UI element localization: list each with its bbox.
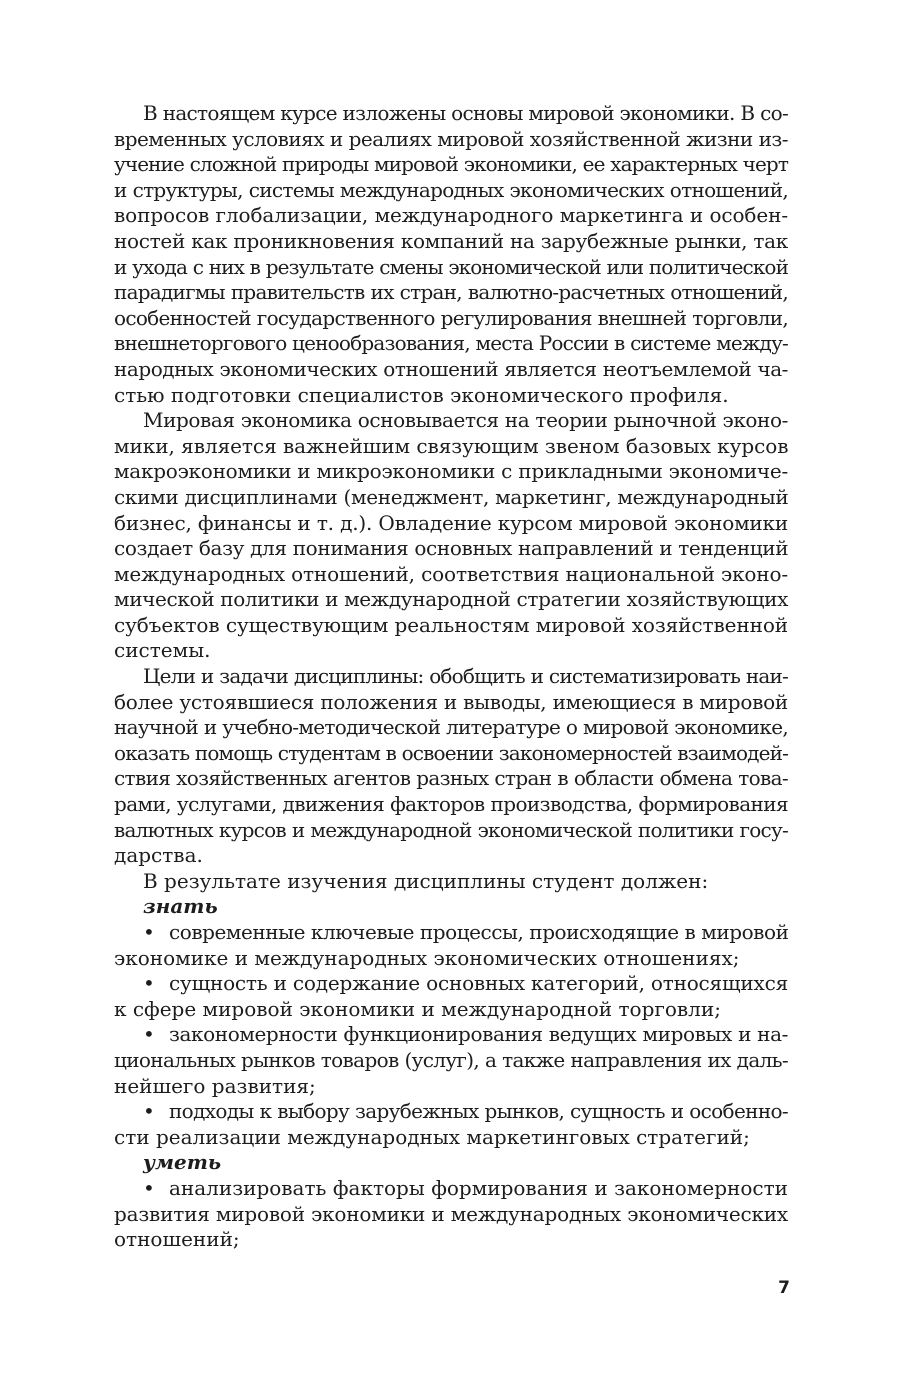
text-line: ствия хозяйственных агентов разных стран в области обмена това- (114, 766, 788, 791)
paragraph (114, 408, 788, 664)
text-line: В результате изучения дисциплины студент должен: (143, 868, 709, 893)
paragraph (114, 101, 788, 408)
text-line (114, 971, 788, 997)
text-line: научной и учебно-методической литературе о мировой экономике, (114, 715, 788, 740)
text-line: парадигмы правительств их стран, валютно-расчетных отношений, (114, 280, 788, 305)
text-line: мики, является важнейшим связующим звеном базовых курсов (114, 433, 789, 458)
bullet-item (114, 920, 788, 971)
page-body (114, 101, 788, 1253)
text-line: создает базу для понимания основных направлений и тенденций (114, 536, 789, 561)
text-line: и ухода с них в результате смены экономической или политической (114, 254, 788, 279)
text-line: бизнес, финансы и т. д.). Овладение курсом мировой экономики (114, 510, 788, 535)
text-line: стью подготовки специалистов экономического профиля. (114, 382, 729, 407)
page-number: 7 (778, 1278, 790, 1298)
text-line (114, 1099, 788, 1125)
text-line: Мировая экономика основывается на теории рыночной эконо- (143, 408, 788, 433)
text-line: рами, услугами, движения факторов производства, формирования (114, 792, 788, 817)
text-line: более устоявшиеся положения и выводы, имеющиеся в мировой (114, 689, 788, 714)
text-line: учение сложной природы мировой экономики, ее характерных черт (114, 152, 788, 177)
text-line: В настоящем курсе изложены основы мировой экономики. В со- (143, 101, 788, 125)
text-line: дарства. (114, 843, 203, 868)
text-line: международных отношений, соответствия национальной эконо- (114, 561, 788, 586)
bullet-text: современные ключевые процессы, происходящие в мировой (169, 920, 789, 944)
heading-text: уметь (143, 1150, 222, 1175)
text-line: экономике и международных экономических отношениях; (114, 945, 740, 970)
text-line (114, 1176, 788, 1202)
bullet-icon: • (143, 971, 155, 996)
bullet-icon: • (143, 1022, 155, 1047)
text-line: вопросов глобализации, международного маркетинга и особен- (114, 203, 788, 228)
bullet-icon: • (143, 920, 155, 944)
bullet-icon: • (143, 1175, 155, 1200)
bullet-item (114, 971, 788, 1022)
text-line: временных условиях и реалиях мировой хозяйственной жизни из- (114, 126, 788, 151)
paragraph (114, 664, 788, 869)
text-line: нейшего развития; (114, 1073, 316, 1098)
section-heading (114, 1150, 788, 1176)
text-line: особенностей государственного регулирования внешней торговли, (114, 305, 788, 330)
bullet-text: анализировать факторы формирования и закономерности (169, 1175, 788, 1200)
text-line: валютных курсов и международной экономической политики госу- (114, 817, 788, 842)
text-line (114, 920, 788, 946)
text-line: отношений; (114, 1227, 240, 1252)
paragraph (114, 869, 788, 895)
text-line: системы. (114, 638, 211, 663)
text-line: и структуры, системы международных экономических отношений, (114, 177, 788, 202)
text-line: развития мировой экономики и международных экономических (114, 1201, 788, 1226)
text-line: циональных рынков товаров (услуг), а также направления их даль- (114, 1047, 788, 1072)
text-line: Цели и задачи дисциплины: обобщить и систематизировать наи- (143, 664, 788, 689)
text-line: внешнеторгового ценообразования, места России в системе между- (114, 331, 788, 356)
text-line: скими дисциплинами (менеджмент, маркетинг, международный (114, 484, 789, 509)
bullet-item (114, 1176, 788, 1253)
text-line: народных экономических отношений является неотъемлемой ча- (114, 356, 788, 381)
bullet-text: сущность и содержание основных категорий, относящихся (169, 971, 788, 996)
text-line: оказать помощь студентам в освоении закономерностей взаимодей- (114, 740, 788, 765)
bullet-text: подходы к выбору зарубежных рынков, сущность и особенно- (169, 1099, 788, 1124)
text-line: ностей как проникновения компаний на зарубежные рынки, так (114, 228, 788, 253)
section-heading (114, 894, 788, 920)
text-line: макроэкономики и микроэкономики с прикладными экономиче- (114, 459, 788, 484)
text-line: сти реализации международных маркетинговых стратегий; (114, 1124, 750, 1149)
bullet-text: закономерности функционирования ведущих мировых и на- (169, 1022, 788, 1047)
bullet-item (114, 1099, 788, 1150)
text-line (114, 1022, 788, 1048)
bullet-item (114, 1022, 788, 1099)
bullet-icon: • (143, 1099, 155, 1124)
text-line: к сфере мировой экономики и международной торговли; (114, 996, 721, 1021)
heading-text: знать (143, 894, 218, 919)
text-line: мической политики и международной стратегии хозяйствующих (114, 587, 788, 612)
text-line: субъектов существующим реальностям мировой хозяйственной (114, 612, 788, 637)
